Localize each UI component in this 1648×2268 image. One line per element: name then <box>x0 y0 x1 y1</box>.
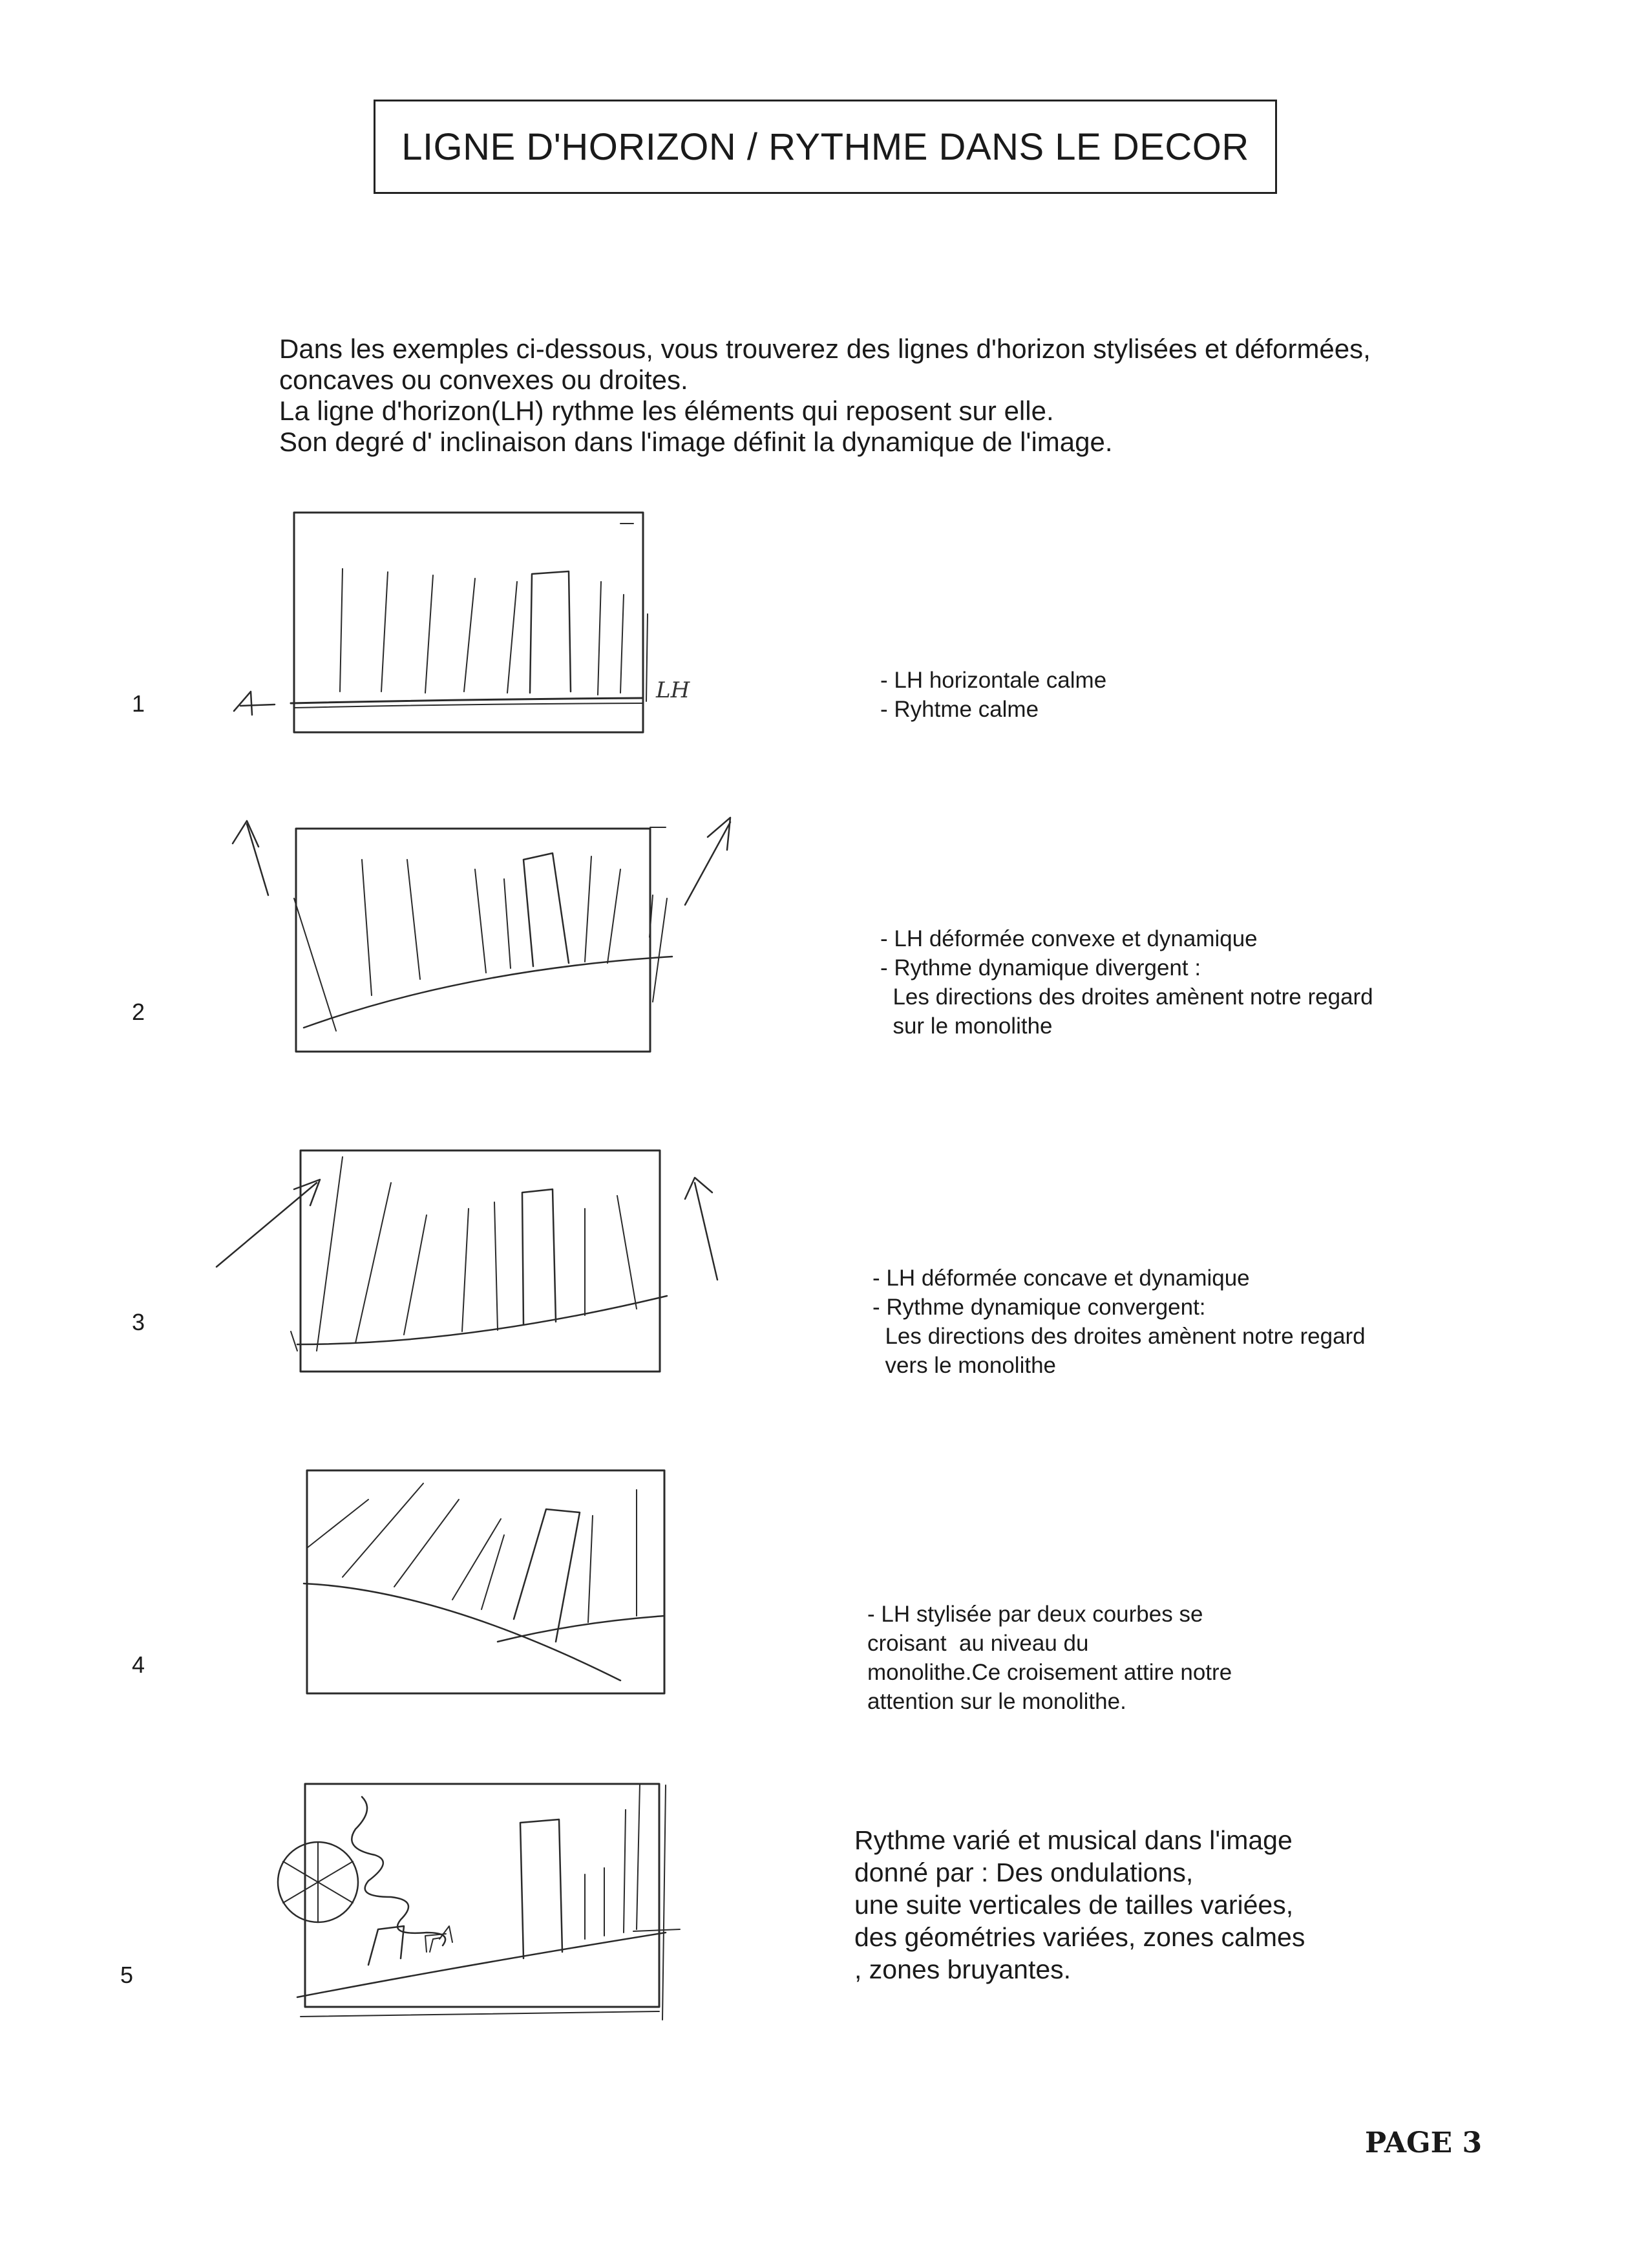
description-line: - Ryhtme calme <box>880 697 1039 722</box>
page-number-value: 3 <box>1462 2126 1483 2159</box>
description-line: , zones bruyantes. <box>854 1955 1072 1984</box>
sketch-1-label: LH <box>656 677 690 703</box>
example-number: 2 <box>132 999 145 1025</box>
intro-line: La ligne d'horizon(LH) rythme les éléments qui reposent sur elle. <box>279 396 1054 426</box>
page-number <box>1365 2126 1482 2159</box>
page-title-text: LIGNE D'HORIZON / RYTHME DANS LE DECOR <box>401 125 1249 168</box>
example-5-description <box>854 1824 1305 1986</box>
description-line: Rythme varié et musical dans l'image <box>854 1825 1293 1855</box>
description-line: - Rythme dynamique convergent: <box>872 1295 1206 1320</box>
description-line: monolithe.Ce croisement attire notre <box>867 1660 1232 1685</box>
example-2-description <box>880 924 1373 1041</box>
description-line: attention sur le monolithe. <box>867 1689 1126 1714</box>
description-line: une suite verticales de tailles variées, <box>854 1890 1294 1920</box>
description-line: - LH déformée concave et dynamique <box>872 1266 1250 1291</box>
sketch-5 <box>271 1771 698 2030</box>
example-number: 5 <box>120 1962 134 1988</box>
description-line: Les directions des droites amènent notre regard <box>880 984 1373 1010</box>
sketch-1 <box>220 498 711 756</box>
example-number: 1 <box>132 690 145 717</box>
sketch-2 <box>220 808 750 1066</box>
example-3-description <box>872 1264 1366 1380</box>
description-line: vers le monolithe <box>872 1353 1057 1378</box>
example-number: 3 <box>132 1309 145 1335</box>
intro-line: Son degré d' inclinaison dans l'image définit la dynamique de l'image. <box>279 427 1113 457</box>
description-line: - LH horizontale calme <box>880 668 1107 693</box>
description-line: Les directions des droites amènent notre regard <box>872 1324 1366 1349</box>
sketch-4 <box>284 1461 685 1706</box>
description-line: - LH stylisée par deux courbes se <box>867 1602 1203 1627</box>
page-label: PAGE <box>1365 2126 1453 2159</box>
page-title <box>374 100 1277 194</box>
description-line: croisant au niveau du <box>867 1631 1089 1656</box>
description-line: - Rythme dynamique divergent : <box>880 955 1201 980</box>
description-line: des géométries variées, zones calmes <box>854 1922 1305 1952</box>
intro-line: Dans les exemples ci-dessous, vous trouverez des lignes d'horizon stylisées et déformées, <box>279 334 1371 364</box>
sketch-3 <box>207 1138 737 1396</box>
example-number: 4 <box>132 1651 145 1678</box>
intro-line: concaves ou convexes ou droites. <box>279 365 688 395</box>
description-line: donné par : Des ondulations, <box>854 1858 1194 1887</box>
intro-paragraph <box>279 334 1507 458</box>
description-line: - LH déformée convexe et dynamique <box>880 926 1258 951</box>
example-1-description <box>880 666 1106 724</box>
description-line: sur le monolithe <box>880 1013 1053 1039</box>
example-4-description <box>867 1600 1232 1716</box>
